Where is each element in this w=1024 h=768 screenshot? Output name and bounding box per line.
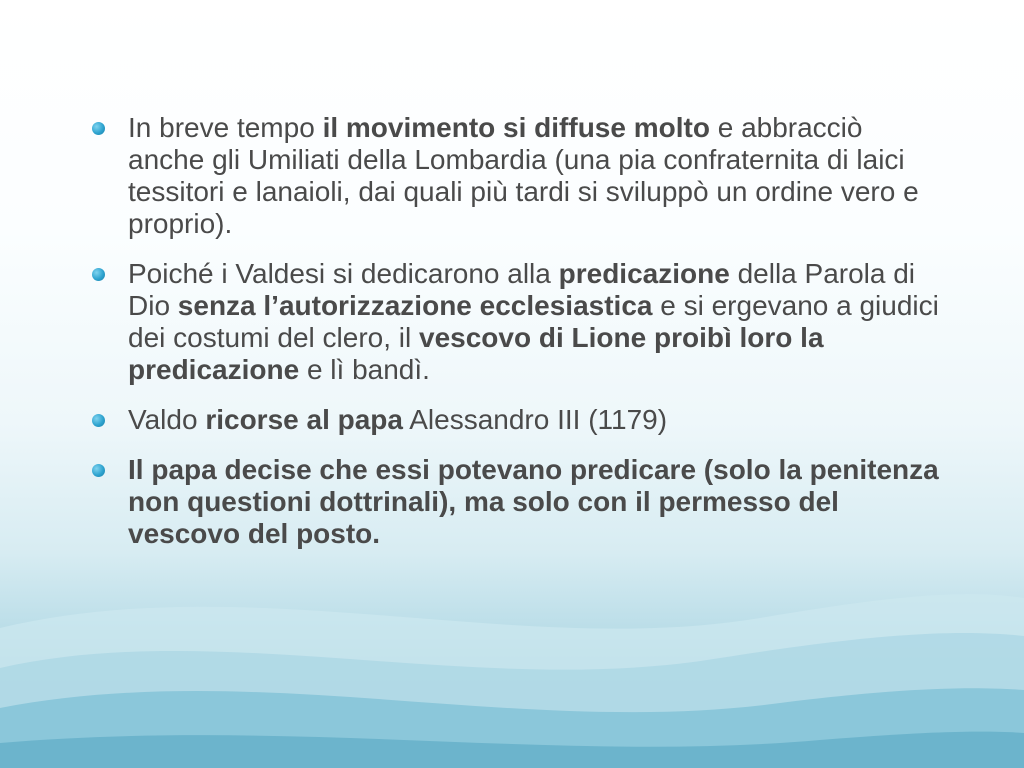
bold-text-run: senza l’autorizzazione ecclesiastica bbox=[177, 290, 653, 321]
text-run: della Parola di Dio bbox=[128, 258, 916, 321]
bullet-list bbox=[86, 112, 946, 568]
bullet-item bbox=[86, 258, 946, 386]
text-run: e abbracciò anche gli Umiliati della Lombardia (una pia confraternita di laici tessitori e lanaioli, dai quali più tardi si sviluppò un ordine vero e proprio). bbox=[128, 112, 919, 239]
text-run: In breve tempo bbox=[128, 112, 323, 143]
bullet-item bbox=[86, 112, 946, 240]
bullet-text bbox=[128, 112, 946, 240]
bullet-item bbox=[86, 454, 946, 550]
bullet-icon bbox=[92, 268, 105, 281]
text-run: e lì bandì. bbox=[299, 354, 430, 385]
bullet-text bbox=[128, 258, 946, 386]
bullet-icon bbox=[92, 464, 105, 477]
text-run: Alessandro III (1179) bbox=[402, 404, 668, 435]
bullet-item bbox=[86, 404, 946, 436]
bullet-text bbox=[128, 404, 946, 436]
bullet-icon bbox=[92, 414, 105, 427]
bullet-icon bbox=[92, 122, 105, 135]
bold-text-run: vescovo di Lione proibì loro la predicazione bbox=[128, 322, 824, 385]
bullet-text bbox=[128, 454, 946, 550]
bold-text-run: Il papa decise che essi potevano predicare (solo la penitenza non questioni dottrinali), ma solo con il permesso del vescovo del posto. bbox=[128, 454, 939, 549]
text-run: Valdo bbox=[128, 404, 206, 435]
text-run: Poiché i Valdesi si dedicarono alla bbox=[128, 258, 559, 289]
text-run: e si ergevano a giudici dei costumi del clero, il bbox=[128, 290, 939, 353]
bold-text-run: il movimento si diffuse molto bbox=[322, 112, 710, 143]
bold-text-run: ricorse al papa bbox=[205, 404, 403, 435]
bold-text-run: predicazione bbox=[558, 258, 730, 289]
